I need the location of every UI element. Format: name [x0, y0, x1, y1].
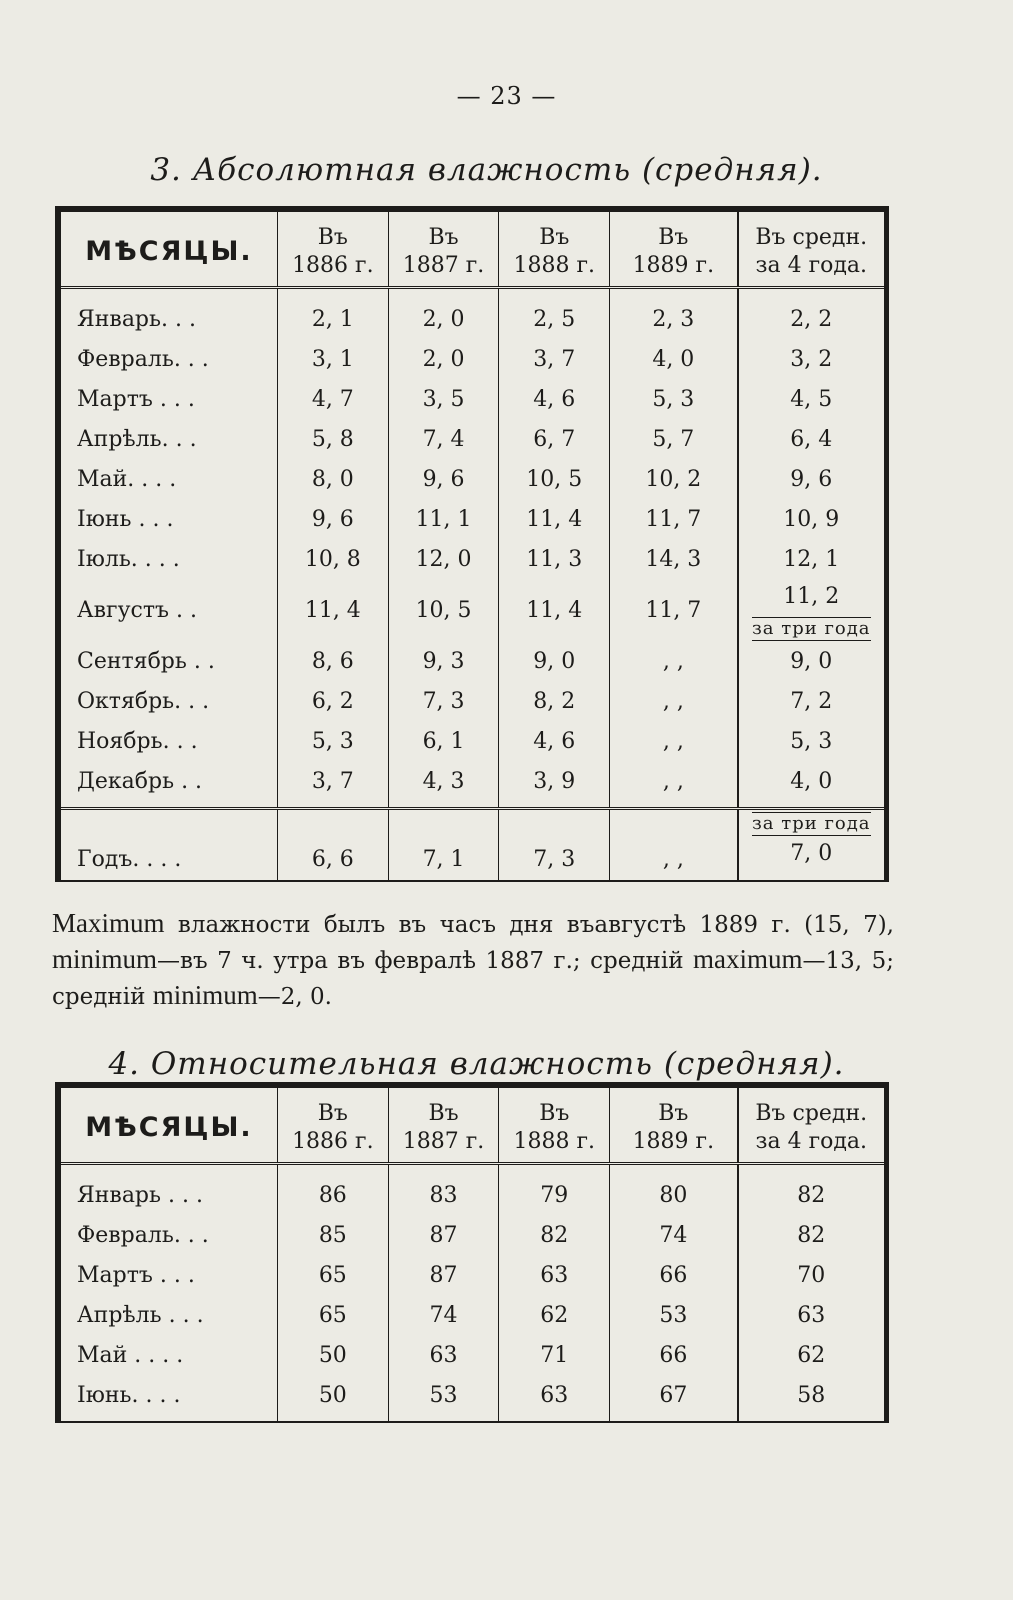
value-cell: 62 [499, 1295, 610, 1335]
value-cell: , , [610, 681, 738, 721]
month-cell: Апрѣль . . . [77, 1302, 204, 1328]
header-months: МѢСЯЦЫ. [58, 1085, 277, 1164]
value-cell: 3, 7 [277, 761, 388, 809]
value-cell: 4, 6 [499, 721, 610, 761]
month-cell: Февраль. . . [77, 346, 209, 372]
value-cell: 14, 3 [610, 539, 738, 579]
value-cell: 10, 5 [499, 459, 610, 499]
average-cell: 5, 3 [738, 721, 887, 761]
value-cell: 50 [277, 1335, 388, 1375]
header-1888: Въ 1888 г. [499, 209, 610, 288]
value-cell: 80 [610, 1164, 738, 1216]
value-cell: 63 [388, 1335, 499, 1375]
month-cell: Декабрь . . [77, 768, 203, 794]
value-cell: 11, 4 [277, 579, 388, 641]
average-cell: за три года 7, 0 [738, 809, 887, 882]
table-row [58, 761, 887, 809]
average-cell: 4, 5 [738, 379, 887, 419]
year-total-row [58, 809, 887, 882]
value-cell: 53 [610, 1295, 738, 1335]
value-cell: 8, 6 [277, 641, 388, 681]
value-cell: 7, 3 [388, 681, 499, 721]
month-cell: Апрѣль. . . [77, 426, 197, 452]
average-cell: 10, 9 [738, 499, 887, 539]
table-row [58, 459, 887, 499]
value-cell: 4, 6 [499, 379, 610, 419]
value-cell: 10, 8 [277, 539, 388, 579]
value-cell: 11, 3 [499, 539, 610, 579]
value-cell: 65 [277, 1255, 388, 1295]
value-cell: 8, 0 [277, 459, 388, 499]
table-row [58, 339, 887, 379]
table-row [58, 1255, 887, 1295]
three-year-note: за три года [751, 618, 871, 639]
table-row [58, 1335, 887, 1375]
value-cell: 66 [610, 1335, 738, 1375]
table-row [58, 721, 887, 761]
table-row [58, 288, 887, 340]
value-cell: 79 [499, 1164, 610, 1216]
month-cell: Іюнь . . . [77, 506, 174, 532]
value-cell: 74 [388, 1295, 499, 1335]
month-cell: Январь . . . [77, 1182, 203, 1208]
value-cell: 6, 1 [388, 721, 499, 761]
value-cell: 74 [610, 1215, 738, 1255]
table-row [58, 379, 887, 419]
value-cell: 11, 7 [610, 579, 738, 641]
table-row [58, 579, 887, 641]
value-cell: 3, 9 [499, 761, 610, 809]
table-header-row [58, 1085, 887, 1164]
month-cell: Октябрь. . . [77, 688, 210, 714]
header-1889: Въ 1889 г. [610, 209, 738, 288]
header-average: Въ средн. за 4 года. [738, 1085, 887, 1164]
value-cell: 3, 7 [499, 339, 610, 379]
value-cell: 9, 6 [277, 499, 388, 539]
humidity-summary-paragraph: Maximum влажности былъ въ часъ дня въавгустѣ 1889 г. (15, 7), minimum—въ 7 ч. утра въ февралѣ 1887 г.; средній maximum—13, 5; средній minimum—2, 0. [52, 908, 894, 1010]
value-cell: 85 [277, 1215, 388, 1255]
month-cell: Годъ. . . . [58, 809, 277, 882]
value-cell: 11, 1 [388, 499, 499, 539]
value-cell: 11, 4 [499, 499, 610, 539]
value-cell: 63 [499, 1375, 610, 1422]
value-cell: 2, 0 [388, 339, 499, 379]
value-cell: 11, 7 [610, 499, 738, 539]
header-1886: Въ 1886 г. [277, 209, 388, 288]
value-cell: 2, 5 [499, 288, 610, 340]
value-cell: 12, 0 [388, 539, 499, 579]
average-cell: 9, 6 [738, 459, 887, 499]
three-year-note: за три года [751, 813, 871, 834]
value-cell: 7, 3 [499, 809, 610, 882]
page-number: — 23 — [456, 82, 557, 110]
value-cell: 8, 2 [499, 681, 610, 721]
value-cell: , , [610, 761, 738, 809]
average-cell: 4, 0 [738, 761, 887, 809]
value-cell: 6, 2 [277, 681, 388, 721]
month-cell: Іюнь. . . . [77, 1382, 181, 1408]
value-cell: 5, 8 [277, 419, 388, 459]
header-months: МѢСЯЦЫ. [58, 209, 277, 288]
value-cell: 82 [499, 1215, 610, 1255]
value-cell: 9, 6 [388, 459, 499, 499]
value-cell: 5, 3 [610, 379, 738, 419]
table-row [58, 499, 887, 539]
average-cell: 12, 1 [738, 539, 887, 579]
average-cell: 82 [738, 1164, 887, 1216]
month-cell: Августъ . . [77, 597, 197, 623]
value-cell: 63 [499, 1255, 610, 1295]
header-1887: Въ 1887 г. [388, 1085, 499, 1164]
value-cell: 87 [388, 1215, 499, 1255]
value-cell: 6, 7 [499, 419, 610, 459]
value-cell: 86 [277, 1164, 388, 1216]
value-cell: 83 [388, 1164, 499, 1216]
average-cell: 70 [738, 1255, 887, 1295]
value-cell: 2, 3 [610, 288, 738, 340]
value-cell: 9, 0 [499, 641, 610, 681]
table-row [58, 641, 887, 681]
average-cell: 3, 2 [738, 339, 887, 379]
average-cell: 6, 4 [738, 419, 887, 459]
average-cell: 62 [738, 1335, 887, 1375]
average-cell: 2, 2 [738, 288, 887, 340]
value-cell: 66 [610, 1255, 738, 1295]
average-cell: 63 [738, 1295, 887, 1335]
header-1889: Въ 1889 г. [610, 1085, 738, 1164]
value-cell: 11, 4 [499, 579, 610, 641]
table-row [58, 1295, 887, 1335]
value-cell: 87 [388, 1255, 499, 1295]
value-cell: , , [610, 641, 738, 681]
month-cell: Іюль. . . . [77, 546, 180, 572]
value-cell: 7, 4 [388, 419, 499, 459]
value-cell: , , [610, 809, 738, 882]
table-row [58, 1215, 887, 1255]
table-header-row [58, 209, 887, 288]
value-cell: 71 [499, 1335, 610, 1375]
average-cell: 11, 2 за три года [738, 579, 887, 641]
value-cell: 4, 0 [610, 339, 738, 379]
month-cell: Февраль. . . [77, 1222, 209, 1248]
value-cell: 65 [277, 1295, 388, 1335]
month-cell: Мартъ . . . [77, 386, 195, 412]
absolute-humidity-table [55, 206, 889, 882]
section-4-title: 4. Относительная влажность (средняя). [108, 1046, 845, 1082]
value-cell: , , [610, 721, 738, 761]
table-row [58, 419, 887, 459]
value-cell: 5, 3 [277, 721, 388, 761]
header-1888: Въ 1888 г. [499, 1085, 610, 1164]
average-cell: 9, 0 [738, 641, 887, 681]
month-cell: Май . . . . [77, 1342, 184, 1368]
value-cell: 6, 6 [277, 809, 388, 882]
value-cell: 10, 5 [388, 579, 499, 641]
value-cell: 3, 5 [388, 379, 499, 419]
header-average: Въ средн. за 4 года. [738, 209, 887, 288]
month-cell: Май. . . . [77, 466, 177, 492]
average-cell: 58 [738, 1375, 887, 1422]
table-row [58, 1164, 887, 1216]
average-cell: 82 [738, 1215, 887, 1255]
month-cell: Мартъ . . . [77, 1262, 195, 1288]
table-row [58, 681, 887, 721]
month-cell: Сентябрь . . [77, 648, 215, 674]
table-row [58, 1375, 887, 1422]
value-cell: 7, 1 [388, 809, 499, 882]
section-3-title: 3. Абсолютная влажность (средняя). [150, 152, 823, 188]
value-cell: 5, 7 [610, 419, 738, 459]
month-cell: Январь. . . [77, 306, 196, 332]
value-cell: 2, 1 [277, 288, 388, 340]
value-cell: 3, 1 [277, 339, 388, 379]
value-cell: 4, 3 [388, 761, 499, 809]
header-1887: Въ 1887 г. [388, 209, 499, 288]
value-cell: 2, 0 [388, 288, 499, 340]
table-row [58, 539, 887, 579]
relative-humidity-table [55, 1082, 889, 1423]
value-cell: 10, 2 [610, 459, 738, 499]
value-cell: 50 [277, 1375, 388, 1422]
value-cell: 4, 7 [277, 379, 388, 419]
average-cell: 7, 2 [738, 681, 887, 721]
value-cell: 9, 3 [388, 641, 499, 681]
value-cell: 53 [388, 1375, 499, 1422]
month-cell: Ноябрь. . . [77, 728, 198, 754]
header-1886: Въ 1886 г. [277, 1085, 388, 1164]
value-cell: 67 [610, 1375, 738, 1422]
